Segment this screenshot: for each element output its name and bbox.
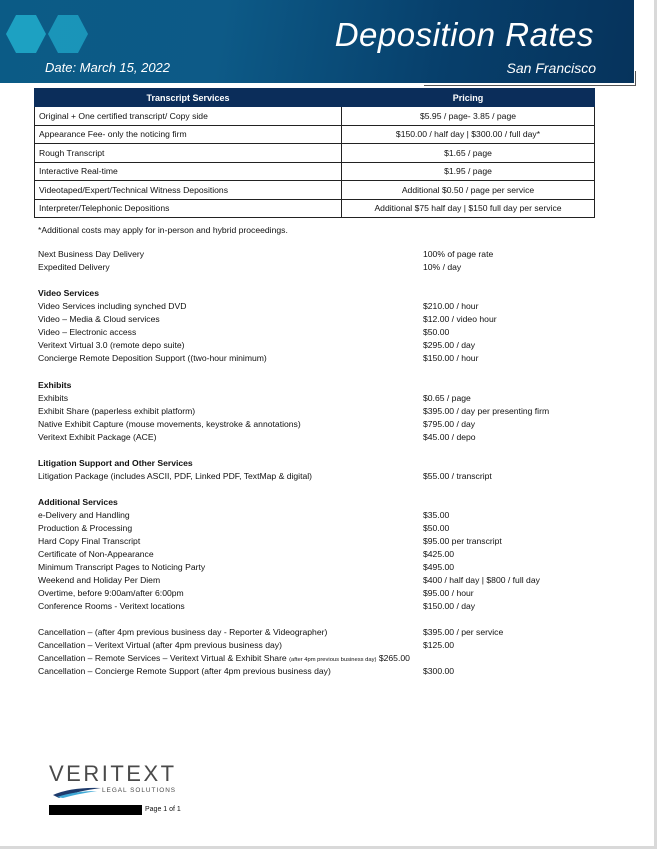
rate-value: $150.00 / day [423,601,476,611]
table-row [35,162,595,181]
price-cell: $150.00 / half day | $300.00 / full day* [342,125,595,144]
rate-value: $795.00 / day [423,419,476,429]
cancellation-line [38,640,598,653]
rate-value: $95.00 / hour [423,588,474,598]
rate-label: Conference Rooms - Veritext locations [38,601,185,611]
rate-line [38,523,598,536]
logo-swoosh-icon [51,785,103,799]
service-cell: Appearance Fee- only the noticing firm [35,125,342,144]
rate-line [38,601,598,614]
rate-label: Concierge Remote Deposition Support ((two-hour minimum) [38,353,267,363]
rate-line [38,301,598,314]
rate-value: $295.00 / day [423,340,476,350]
rate-label: Veritext Exhibit Package (ACE) [38,432,157,442]
rate-value-inline: $265.00 [378,653,410,663]
column-header-services: Transcript Services [35,89,342,107]
column-header-pricing: Pricing [342,89,595,107]
rate-line [38,471,598,484]
service-cell: Videotaped/Expert/Technical Witness Depositions [35,181,342,200]
rate-value: $0.65 / page [423,393,471,403]
page-title: Deposition Rates [334,16,594,53]
rate-value: $425.00 [423,549,455,559]
header-underline [424,85,636,86]
rate-label: Hard Copy Final Transcript [38,536,141,546]
rate-value: $210.00 / hour [423,301,479,311]
cancellation-line [38,627,598,640]
rate-label: Veritext Virtual 3.0 (remote depo suite) [38,340,185,350]
price-cell: $1.95 / page [342,162,595,181]
logo-wordmark: VERITEXT [49,761,177,786]
rate-label: Video – Electronic access [38,327,137,337]
rate-line [38,353,598,366]
cancellation-line [38,653,598,666]
table-footnote: *Additional costs may apply for in-person and hybrid proceedings. [38,225,288,235]
redaction-bar [49,805,141,815]
rate-line [38,432,598,445]
rate-line [38,588,598,601]
rate-label: Production & Processing [38,523,133,533]
rate-line [38,393,598,406]
rate-label: Certificate of Non-Appearance [38,549,154,559]
rate-value: $395.00 / per service [423,627,504,637]
rate-line [38,327,598,340]
rate-value: $35.00 [423,510,450,520]
rate-line [38,562,598,575]
rate-label: Cancellation – Veritext Virtual (after 4pm previous business day) [38,640,282,650]
hexagon-decoration [6,15,46,53]
service-cell: Original + One certified transcript/ Copy side [35,107,342,126]
rate-value: $495.00 [423,562,455,572]
rate-value: 10% / day [423,262,462,272]
rate-line [38,406,598,419]
rate-label: Exhibit Share (paperless exhibit platform) [38,406,196,416]
rate-label: Exhibits [38,393,69,403]
table-row [35,181,595,200]
rate-value: $395.00 / day per presenting firm [423,406,550,416]
section-heading-exhibits: Exhibits [38,380,72,390]
header-date: Date: March 15, 2022 [45,60,171,75]
rate-value: $400 / half day | $800 / full day [423,575,540,585]
service-cell: Interactive Real-time [35,162,342,181]
hexagon-decoration [48,15,88,53]
table-header-row [35,89,595,107]
page-number: Page 1 of 1 [141,805,181,815]
rate-value: $50.00 [423,327,450,337]
rate-value: 100% of page rate [423,249,494,259]
section-heading-litigation: Litigation Support and Other Services [38,458,193,468]
rate-line [38,549,598,562]
transcript-rates-table [34,88,595,218]
rate-line [38,575,598,588]
rate-label: Cancellation – (after 4pm previous business day - Reporter & Videographer) [38,627,328,637]
rate-label: Cancellation – Concierge Remote Support (after 4pm previous business day) [38,666,331,676]
price-cell: $1.65 / page [342,144,595,163]
veritext-logo [49,761,189,801]
rate-line [38,249,598,262]
rate-value: $150.00 / hour [423,353,479,363]
rate-label [38,653,410,663]
rate-value: $300.00 [423,666,455,676]
table-row [35,144,595,163]
rate-line [38,262,598,275]
rate-label: Litigation Package (includes ASCII, PDF, Linked PDF, TextMap & digital) [38,471,313,481]
rate-value: $95.00 per transcript [423,536,502,546]
rate-label: Weekend and Holiday Per Diem [38,575,161,585]
rate-line [38,314,598,327]
rate-value: $50.00 [423,523,450,533]
cancellation-line [38,666,598,679]
section-heading-additional: Additional Services [38,497,118,507]
table-row [35,125,595,144]
rate-label: Minimum Transcript Pages to Noticing Party [38,562,206,572]
rate-line [38,340,598,353]
price-cell: Additional $0.50 / page per service [342,181,595,200]
section-heading-video: Video Services [38,288,99,298]
rate-line [38,419,598,432]
rate-value: $55.00 / transcript [423,471,492,481]
rate-label-qualifier: (after 4pm previous business day) [289,657,377,663]
price-cell: $5.95 / page- 3.85 / page [342,107,595,126]
rate-label: Next Business Day Delivery [38,249,145,259]
service-cell: Rough Transcript [35,144,342,163]
rate-line [38,510,598,523]
rate-label: Video Services including synched DVD [38,301,187,311]
rate-label: e-Delivery and Handling [38,510,130,520]
rate-value: $12.00 / video hour [423,314,497,324]
rate-label: Video – Media & Cloud services [38,314,160,324]
price-cell: Additional $75 half day | $150 full day per service [342,199,595,218]
rate-line [38,536,598,549]
header-underline-end [635,71,636,86]
logo-subtitle: LEGAL SOLUTIONS [102,787,177,794]
rate-value: $45.00 / depo [423,432,476,442]
rate-label: Native Exhibit Capture (mouse movements, keystroke & annotations) [38,419,301,429]
table-row [35,107,595,126]
rate-label: Expedited Delivery [38,262,110,272]
table-row [35,199,595,218]
header-city: San Francisco [506,60,596,76]
header-band [0,0,634,83]
rate-value: $125.00 [423,640,455,650]
service-cell: Interpreter/Telephonic Depositions [35,199,342,218]
rate-label-text: Cancellation – Remote Services – Veritext Virtual & Exhibit Share [38,653,287,663]
rate-label: Overtime, before 9:00am/after 6:00pm [38,588,184,598]
